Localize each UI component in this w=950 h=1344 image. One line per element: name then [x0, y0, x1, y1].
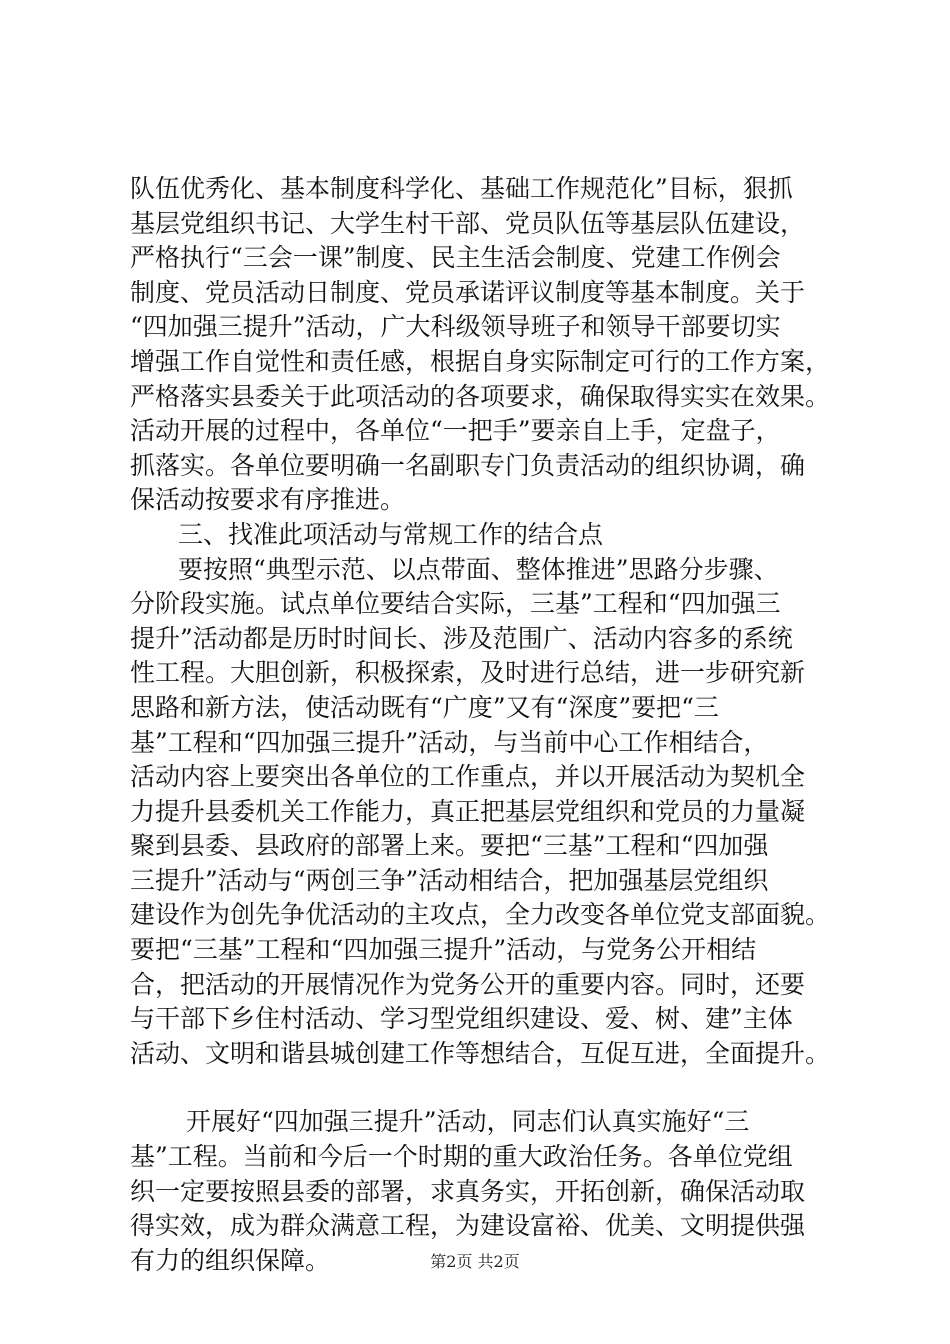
text-line: 三提升”活动与“两创三争”活动相结合，把加强基层党组织	[130, 865, 769, 895]
text-line: 严格执行“三会一课”制度、民主生活会制度、党建工作例会	[130, 243, 781, 273]
text-line: 性工程。大胆创新，积极探索，及时进行总结，进一步研究新	[130, 658, 806, 688]
text-line: 要按照“典型示范、以点带面、整体推进”思路分步骤、	[178, 554, 779, 584]
text-line: 基”工程和“四加强三提升”活动，与当前中心工作相结合，	[130, 727, 769, 757]
text-line: “四加强三提升”活动，广大科级领导班子和领导干部要切实	[130, 312, 781, 342]
text-line: 力提升县委机关工作能力，真正把基层党组织和党员的力量凝	[130, 796, 806, 826]
text-line: 要把“三基”工程和“四加强三提升”活动，与党务公开相结	[130, 935, 757, 965]
text-line: 分阶段实施。试点单位要结合实际，三基”工程和“四加强三	[130, 589, 781, 619]
text-line: 活动开展的过程中，各单位“一把手”要亲自上手，定盘子，	[130, 416, 781, 446]
text-line: 基”工程。当前和今后一个时期的重大政治任务。各单位党组	[130, 1142, 793, 1172]
text-line: 织一定要按照县委的部署，求真务实，开拓创新，确保活动取	[130, 1176, 806, 1206]
section-heading: 三、找准此项活动与常规工作的结合点	[178, 519, 604, 549]
text-line: 活动内容上要突出各单位的工作重点，并以开展活动为契机全	[130, 762, 806, 792]
text-line: 制度、党员活动日制度、党员承诺评议制度等基本制度。关于	[130, 277, 806, 307]
text-line: 与干部下乡住村活动、学习型党组织建设、爱、树、建”主体	[130, 1004, 793, 1034]
text-line: 基层党组织书记、大学生村干部、党员队伍等基层队伍建设，	[130, 208, 806, 238]
text-line: 保活动按要求有序推进。	[130, 485, 406, 515]
text-line: 开展好“四加强三提升”活动，同志们认真实施好“三	[186, 1107, 750, 1137]
paragraph-gap	[130, 1071, 830, 1105]
text-line: 队伍优秀化、基本制度科学化、基础工作规范化”目标，狠抓	[130, 174, 793, 203]
text-line: 抓落实。各单位要明确一名副职专门负责活动的组织协调，确	[130, 450, 806, 480]
text-line: 聚到县委、县政府的部署上来。要把“三基”工程和“四加强	[130, 831, 769, 861]
text-line: 合，把活动的开展情况作为党务公开的重要内容。同时，还要	[130, 969, 806, 999]
document-body	[130, 172, 830, 1278]
text-line: 活动、文明和谐县城创建工作等想结合，互促互进，全面提升。	[130, 1038, 831, 1068]
text-line: 有力的组织保障。	[130, 1245, 331, 1275]
page-number-footer: 第2页 共2页	[430, 1252, 520, 1271]
text-line: 增强工作自觉性和责任感，根据自身实际制定可行的工作方案，	[130, 346, 831, 376]
text-line: 建设作为创先争优活动的主攻点，全力改变各单位党支部面貌。	[130, 900, 831, 930]
text-line: 得实效，成为群众满意工程，为建设富裕、优美、文明提供强	[130, 1211, 806, 1241]
text-line: 思路和新方法，使活动既有“广度”又有“深度”要把“三	[130, 692, 719, 722]
text-line: 提升”活动都是历时时间长、涉及范围广、活动内容多的系统	[130, 623, 793, 653]
text-line: 严格落实县委关于此项活动的各项要求，确保取得实实在效果。	[130, 381, 831, 411]
